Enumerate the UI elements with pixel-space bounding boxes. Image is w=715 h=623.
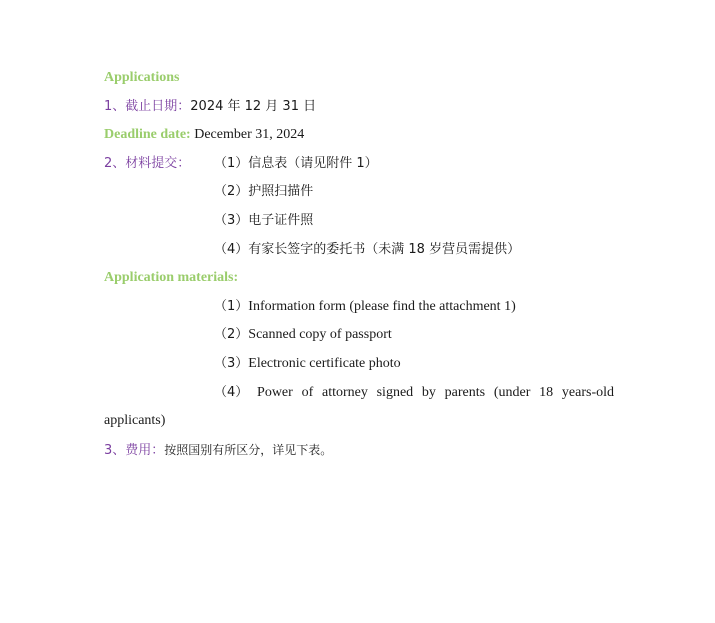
materials-en-item-1: [104, 293, 614, 322]
materials-cn-item-4: （4）有家长签字的委托书（未满 18 岁营员需提供）: [214, 241, 521, 257]
materials-en-item-2-text: Scanned copy of passport: [248, 327, 392, 343]
materials-en-item-3-text: Electronic certificate photo: [248, 355, 401, 371]
materials-en-item-1-num: （1）: [214, 298, 249, 314]
materials-cn-item-3: （3）电子证件照: [214, 212, 314, 228]
materials-en-item-4-continuation: applicants): [104, 413, 166, 429]
fees-line: [104, 436, 614, 465]
materials-en-item-4-word: signed: [376, 384, 414, 400]
materials-cn-label: 2、材料提交：: [104, 155, 191, 171]
materials-en-item-4-word: (under: [493, 384, 531, 400]
materials-en-item-4-word: of: [301, 384, 314, 400]
deadline-en-label: Deadline date:: [104, 127, 191, 143]
materials-en-item-4-word: years-old: [561, 384, 614, 400]
deadline-en-value: December 31, 2024: [194, 127, 305, 143]
materials-cn-line-1: [104, 150, 614, 179]
deadline-en-line: [104, 121, 614, 150]
materials-en-item-2: [104, 321, 614, 350]
materials-en-item-3-num: （3）: [214, 355, 249, 371]
materials-en-item-4-word: 18: [539, 384, 554, 400]
materials-en-item-4: [104, 379, 614, 408]
materials-en-item-1-text: Information form (please find the attachment 1): [248, 298, 516, 314]
materials-en-label: Application materials:: [104, 270, 239, 286]
materials-en-item-3: [104, 350, 614, 379]
materials-en-item-4-num: （4）: [214, 384, 249, 400]
fees-text: 按照国别有所区分，详见下表。: [164, 442, 333, 457]
document-body: [104, 64, 614, 464]
materials-cn-item-2: （2）护照扫描件: [214, 184, 314, 200]
materials-en-item-2-num: （2）: [214, 327, 249, 343]
deadline-cn-line: [104, 93, 614, 122]
fees-label: 3、费用：: [104, 442, 165, 458]
materials-cn-item-1: （1）信息表（请见附件 1）: [214, 155, 378, 171]
deadline-cn-label: 1、截止日期：: [104, 98, 191, 114]
deadline-cn-value: 2024 年 12 月 31 日: [190, 98, 317, 114]
materials-en-item-4-word: parents: [444, 384, 486, 400]
applications-heading: Applications: [104, 70, 180, 85]
materials-en-item-4-word: Power: [257, 384, 293, 400]
materials-en-item-4-word: attorney: [321, 384, 368, 400]
materials-en-item-4-word: by: [421, 384, 436, 400]
